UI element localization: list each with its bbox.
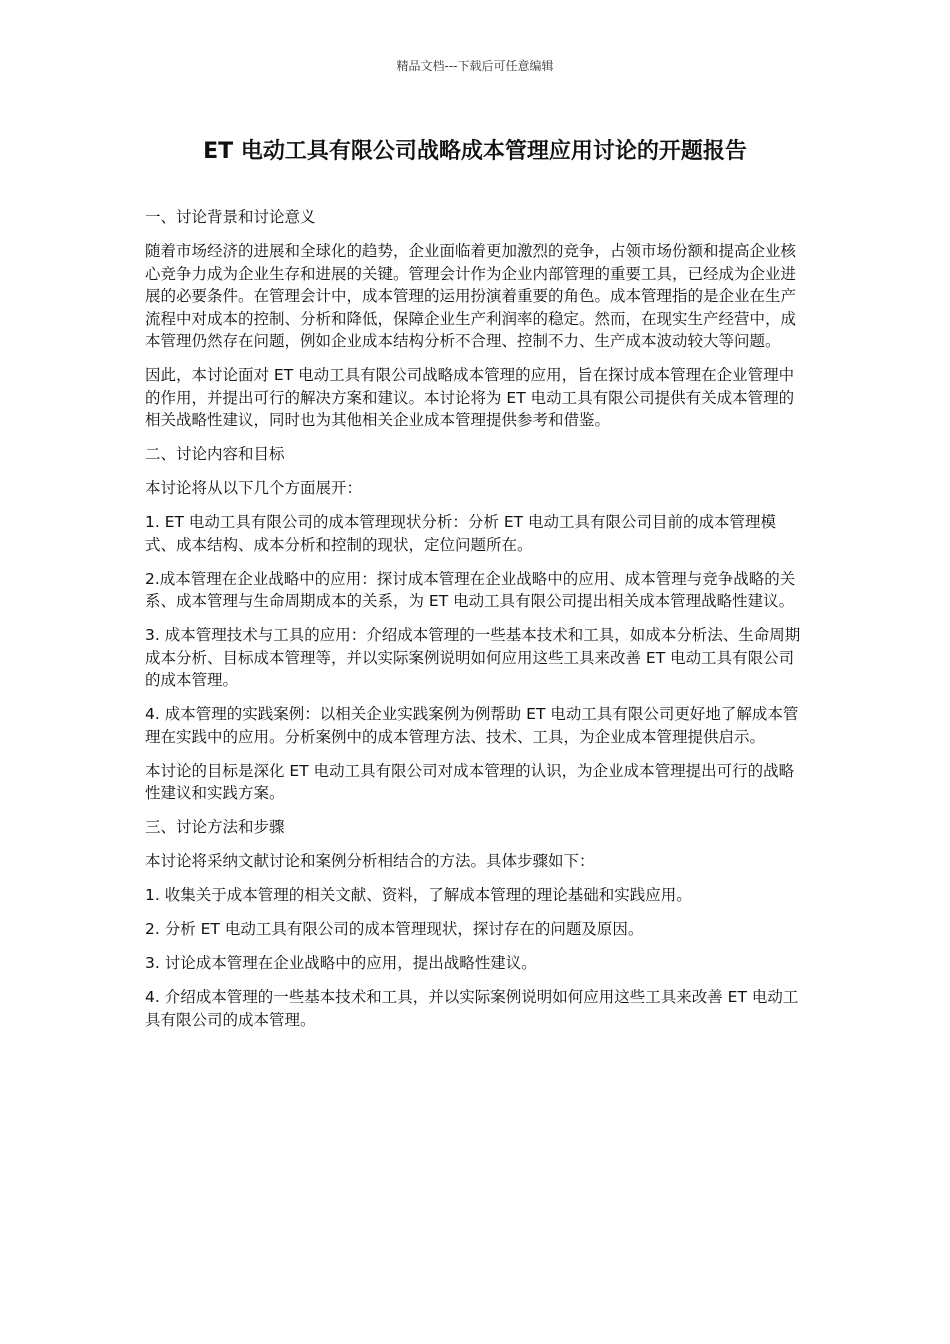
section-heading-content: 二、讨论内容和目标 — [145, 445, 285, 463]
list-item-step-4: 4. 介绍成本管理的一些基本技术和工具，并以实际案例说明如何应用这些工具来改善 ET 电动工具有限公司的成本管理。 — [145, 988, 799, 1029]
list-item-step-2: 2. 分析 ET 电动工具有限公司的成本管理现状，探讨存在的问题及原因。 — [145, 920, 644, 938]
paragraph-background: 随着市场经济的进展和全球化的趋势，企业面临着更加激烈的竞争，占领市场份额和提高企业核心竞争力成为企业生存和进展的关键。管理会计作为企业内部管理的重要工具，已经成为企业进展的必要条件。在管理会计中，成本管理的运用扮演着重要的角色。成本管理指的是企业在生产流程中对成本的控制、分析和降低，保障企业生产利润率的稳定。然而，在现实生产经营中，成本管理仍然存在问题，例如企业成本结构分析不合理、控制不力、生产成本波动较大等问题。 — [145, 242, 797, 350]
page-header: 精品文档---下载后可任意编辑 — [396, 59, 554, 73]
list-item-step-1: 1. 收集关于成本管理的相关文献、资料，了解成本管理的理论基础和实践应用。 — [145, 886, 692, 904]
section-heading-method: 三、讨论方法和步骤 — [145, 818, 285, 836]
paragraph-method-intro: 本讨论将采纳文献讨论和案例分析相结合的方法。具体步骤如下： — [145, 852, 595, 870]
list-item-content-1: 1. ET 电动工具有限公司的成本管理现状分析：分析 ET 电动工具有限公司目前的成本管理模式、成本结构、成本分析和控制的现状，定位问题所在。 — [145, 513, 777, 554]
paragraph-purpose: 因此，本讨论面对 ET 电动工具有限公司战略成本管理的应用，旨在探讨成本管理在企业管理中的作用，并提出可行的解决方案和建议。本讨论将为 ET 电动工具有限公司提供有关成本管理的相关战略性建议，同时也为其他相关企业成本管理提供参考和借鉴。 — [145, 366, 795, 429]
list-item-content-3: 3. 成本管理技术与工具的应用：介绍成本管理的一些基本技术和工具，如成本分析法、生命周期成本分析、目标成本管理等，并以实际案例说明如何应用这些工具来改善 ET 电动工具有限公司的成本管理。 — [145, 626, 801, 689]
document-title: ET 电动工具有限公司战略成本管理应用讨论的开题报告 — [203, 139, 747, 164]
document-body — [145, 206, 807, 1043]
paragraph-goal: 本讨论的目标是深化 ET 电动工具有限公司对成本管理的认识，为企业成本管理提出可行的战略性建议和实践方案。 — [145, 761, 795, 802]
paragraph-content-intro: 本讨论将从以下几个方面展开： — [145, 479, 363, 497]
list-item-step-3: 3. 讨论成本管理在企业战略中的应用，提出战略性建议。 — [145, 954, 537, 972]
list-item-content-4: 4. 成本管理的实践案例：以相关企业实践案例为例帮助 ET 电动工具有限公司更好地了解成本管理在实践中的应用。分析案例中的成本管理方法、技术、工具，为企业成本管理提供启示。 — [145, 705, 799, 746]
list-item-content-2: 2.成本管理在企业战略中的应用：探讨成本管理在企业战略中的应用、成本管理与竞争战略的关系、成本管理与生命周期成本的关系，为 ET 电动工具有限公司提出相关成本管理战略性建议。 — [145, 569, 796, 610]
section-heading-background: 一、讨论背景和讨论意义 — [145, 208, 316, 226]
